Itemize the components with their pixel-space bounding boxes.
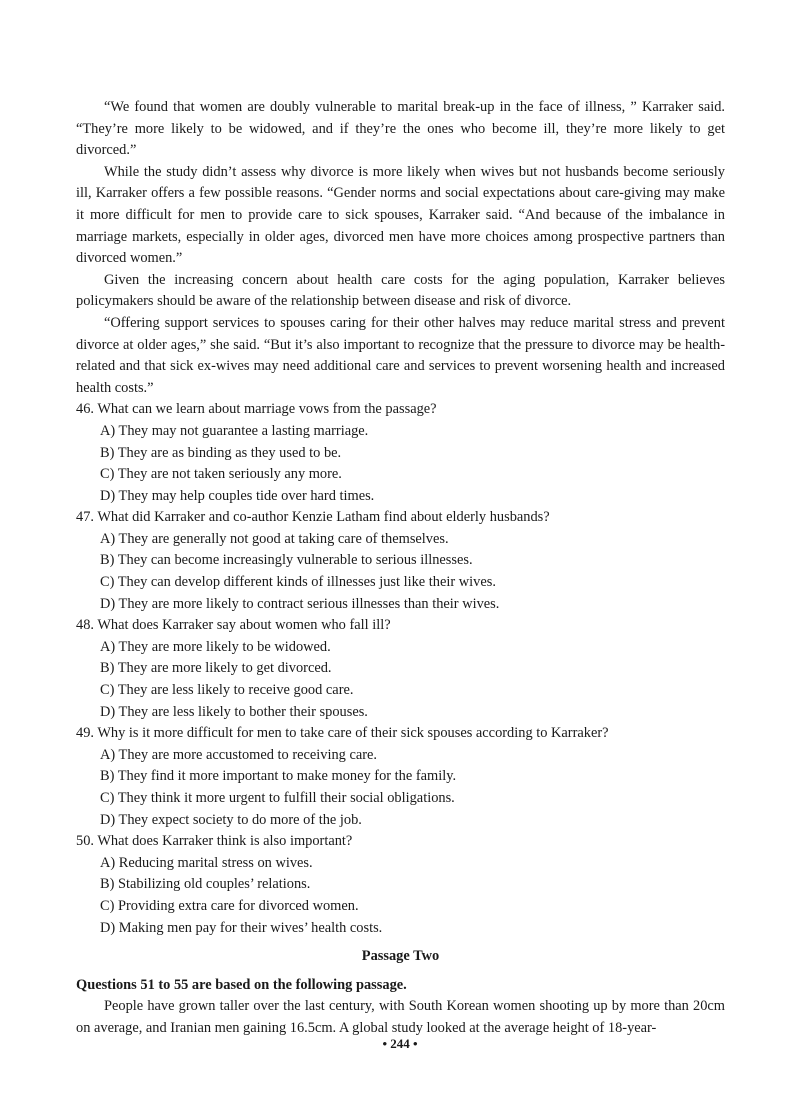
passage-heading: Passage Two — [361, 948, 440, 965]
option-d: D) Making men pay for their wives’ health costs. — [100, 919, 383, 936]
option-c: C) They can develop different kinds of illnesses just like their wives. — [100, 574, 496, 591]
paragraph-4: “Offering support services to spouses caring for their other halves may reduce marital stress and prevent divorce at older ages,” she said. “But it’s also important to recognize that the pressure to divorce may be health-related and that sick ex-wives may need additional care and services to prevent worsening health and increased health costs.” — [76, 314, 725, 396]
paragraph-1: “We found that women are doubly vulnerable to marital break-up in the face of illness, ” Karraker said. “They’re more likely to be widowed, and if they’re the ones who become ill, they’re more likely to get divorced.” — [76, 99, 725, 159]
option-d: D) They expect society to do more of the job. — [100, 811, 362, 828]
question-47 — [76, 507, 725, 615]
page-number: • 244 • — [382, 1036, 418, 1051]
option-b: B) They can become increasingly vulnerable to serious illnesses. — [100, 552, 473, 569]
document-body — [76, 97, 725, 1040]
option-d: D) They are less likely to bother their spouses. — [100, 703, 368, 720]
option-b: B) They are more likely to get divorced. — [100, 660, 332, 677]
question-46 — [76, 399, 725, 507]
question-49 — [76, 723, 725, 831]
question-stem: 48. What does Karraker say about women who fall ill? — [76, 617, 391, 634]
option-b: B) They find it more important to make money for the family. — [100, 768, 457, 785]
passage-instruction: Questions 51 to 55 are based on the following passage. — [76, 976, 407, 993]
option-c: C) They are less likely to receive good care. — [100, 682, 354, 699]
option-a: A) They are generally not good at taking care of themselves. — [100, 530, 449, 547]
option-a: A) Reducing marital stress on wives. — [100, 854, 313, 871]
question-stem: 47. What did Karraker and co-author Kenzie Latham find about elderly husbands? — [76, 509, 550, 526]
question-50 — [76, 831, 725, 939]
question-stem: 46. What can we learn about marriage vows from the passage? — [76, 401, 437, 418]
option-b: B) They are as binding as they used to be. — [100, 444, 342, 461]
option-c: C) Providing extra care for divorced women. — [100, 897, 359, 914]
paragraph-3: Given the increasing concern about health care costs for the aging population, Karraker believes policymakers should be aware of the relationship between disease and risk of divorce. — [76, 271, 725, 310]
passage-two-paragraph: People have grown taller over the last century, with South Korean women shooting up by more than 20cm on average, and Iranian men gaining 16.5cm. A global study looked at the average height of 18-year- — [76, 998, 725, 1036]
question-stem: 50. What does Karraker think is also important? — [76, 833, 353, 850]
option-d: D) They are more likely to contract serious illnesses than their wives. — [100, 595, 500, 612]
option-b: B) Stabilizing old couples’ relations. — [100, 876, 311, 893]
option-c: C) They think it more urgent to fulfill their social obligations. — [100, 790, 455, 806]
paragraph-2: While the study didn’t assess why divorce is more likely when wives but not husbands become seriously ill, Karraker offers a few possible reasons. “Gender norms and social expectations about care-giving may make it more difficult for men to provide care to sick spouses, Karraker said. “And because of the imbalance in marriage markets, especially in older ages, divorced men have more choices among prospective partners than divorced women.” — [76, 163, 725, 267]
option-d: D) They may help couples tide over hard times. — [100, 487, 375, 504]
option-a: A) They are more likely to be widowed. — [100, 638, 331, 655]
option-a: A) They may not guarantee a lasting marriage. — [100, 422, 369, 439]
question-stem: 49. Why is it more difficult for men to take care of their sick spouses according to Karraker? — [76, 725, 609, 742]
option-c: C) They are not taken seriously any more. — [100, 466, 342, 483]
option-a: A) They are more accustomed to receiving care. — [100, 746, 378, 763]
question-48 — [76, 615, 725, 723]
